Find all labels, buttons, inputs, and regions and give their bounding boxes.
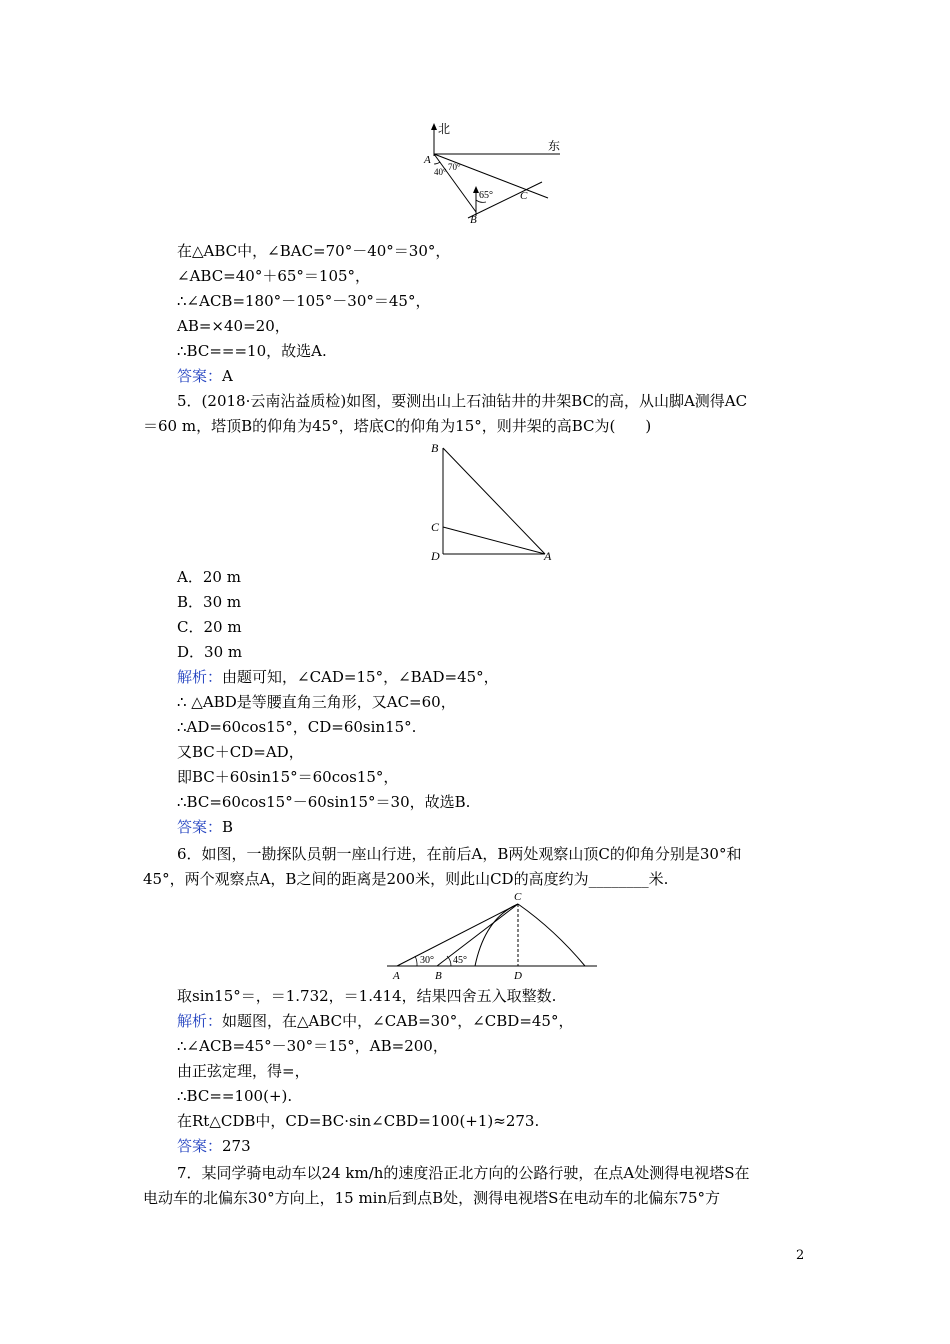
solution-6-line-2: ∴∠ACB=45°－30°＝15°，AB=200， — [177, 1037, 448, 1055]
answer-value: A — [222, 367, 233, 385]
point-a-label: A — [393, 970, 400, 982]
figure-mountain — [385, 890, 600, 982]
question-7-line-2: 电动车的北偏东30°方向上，15 min后到点B处，测得电视塔S在电动车的北偏东75°方 — [143, 1189, 721, 1207]
solution-4-line-4: AB=×40=20， — [177, 317, 290, 335]
solution-5-line-2: ∴ △ABD是等腰直角三角形，又AC=60， — [177, 693, 456, 711]
analysis-label: 解析： — [177, 668, 223, 686]
angle-70-label: 70° — [448, 162, 461, 172]
solution-6-line-5: 在Rt△CDB中，CD=BC·sin∠CBD=100(+1)≈273. — [177, 1112, 540, 1130]
solution-4-line-5: ∴BC===10，故选A. — [177, 342, 327, 360]
point-a-label: A — [544, 549, 552, 563]
answer-5 — [177, 817, 233, 837]
page-number: 2 — [796, 1248, 805, 1263]
answer-value: 273 — [222, 1137, 251, 1155]
question-6-line-2: 45°，两个观察点A，B之间的距离是200米，则此山CD的高度约为________米. — [143, 870, 669, 888]
angle-65-label: 65° — [479, 190, 493, 201]
question-7-line-1: 7．某同学骑电动车以24 km/h的速度沿正北方向的公路行驶，在点A处测得电视塔S在 — [177, 1164, 750, 1182]
solution-6-line-4: ∴BC==100(+). — [177, 1087, 293, 1105]
solution-4-line-2: ∠ABC=40°＋65°＝105°， — [177, 267, 371, 285]
choice-c: C．20 m — [177, 618, 242, 636]
solution-5-line-3: ∴AD=60cos15°，CD=60sin15°. — [177, 718, 417, 736]
choice-d: D．30 m — [177, 643, 243, 661]
question-5-line-1: 5．(2018·云南沾益质检)如图，要测出山上石油钻井的井架BC的高，从山脚A测得AC — [177, 392, 748, 410]
point-c-label: C — [514, 891, 522, 903]
point-d-label: D — [431, 549, 440, 563]
answer-value: B — [222, 818, 234, 836]
east-label: 东 — [548, 139, 561, 153]
angle-45-label: 45° — [453, 955, 467, 966]
analysis-label: 解析： — [177, 1012, 223, 1030]
answer-label: 答案： — [177, 818, 223, 836]
north-label: 北 — [438, 122, 451, 136]
solution-6-line-3: 由正弦定理，得=， — [177, 1062, 310, 1080]
angle-30-label: 30° — [420, 955, 434, 966]
answer-6 — [177, 1136, 251, 1156]
point-b-label: B — [435, 970, 442, 982]
point-b-label: B — [431, 441, 439, 455]
figure-tower-triangle — [425, 438, 560, 566]
solution-5-line-6: ∴BC=60cos15°－60sin15°＝30，故选B. — [177, 793, 471, 811]
figure-bearing-diagram — [410, 120, 570, 225]
solution-5-line-5: 即BC＋60sin15°＝60cos15°， — [177, 768, 399, 786]
solution-4-line-1: 在△ABC中，∠BAC=70°－40°＝30°， — [177, 242, 451, 260]
answer-4 — [177, 366, 233, 386]
choice-b: B．30 m — [177, 593, 242, 611]
solution-6-line-1: 解析：如题图，在△ABC中，∠CAB=30°，∠CBD=45°， — [177, 1012, 574, 1030]
solution-5-line-4: 又BC＋CD=AD， — [177, 743, 304, 761]
answer-label: 答案： — [177, 367, 223, 385]
point-d-label: D — [514, 970, 522, 982]
point-b-label: B — [470, 214, 477, 225]
answer-label: 答案： — [177, 1137, 223, 1155]
question-6-note: 取sin15°＝，＝1.732，＝1.414，结果四舍五入取整数. — [177, 987, 557, 1005]
question-6-line-1: 6．如图，一勘探队员朝一座山行进，在前后A，B两处观察山顶C的仰角分别是30°和 — [177, 845, 742, 863]
point-c-label: C — [431, 520, 440, 534]
angle-40-label: 40° — [434, 167, 447, 177]
question-5-line-2: ＝60 m，塔顶B的仰角为45°，塔底C的仰角为15°，则井架的高BC为( ) — [143, 417, 652, 435]
solution-4-line-3: ∴∠ACB=180°－105°－30°＝45°， — [177, 292, 431, 310]
point-a-label: A — [424, 154, 431, 166]
point-c-label: C — [520, 190, 528, 202]
choice-a: A．20 m — [177, 568, 241, 586]
solution-5-line-1: 解析：由题可知，∠CAD=15°，∠BAD=45°， — [177, 668, 499, 686]
